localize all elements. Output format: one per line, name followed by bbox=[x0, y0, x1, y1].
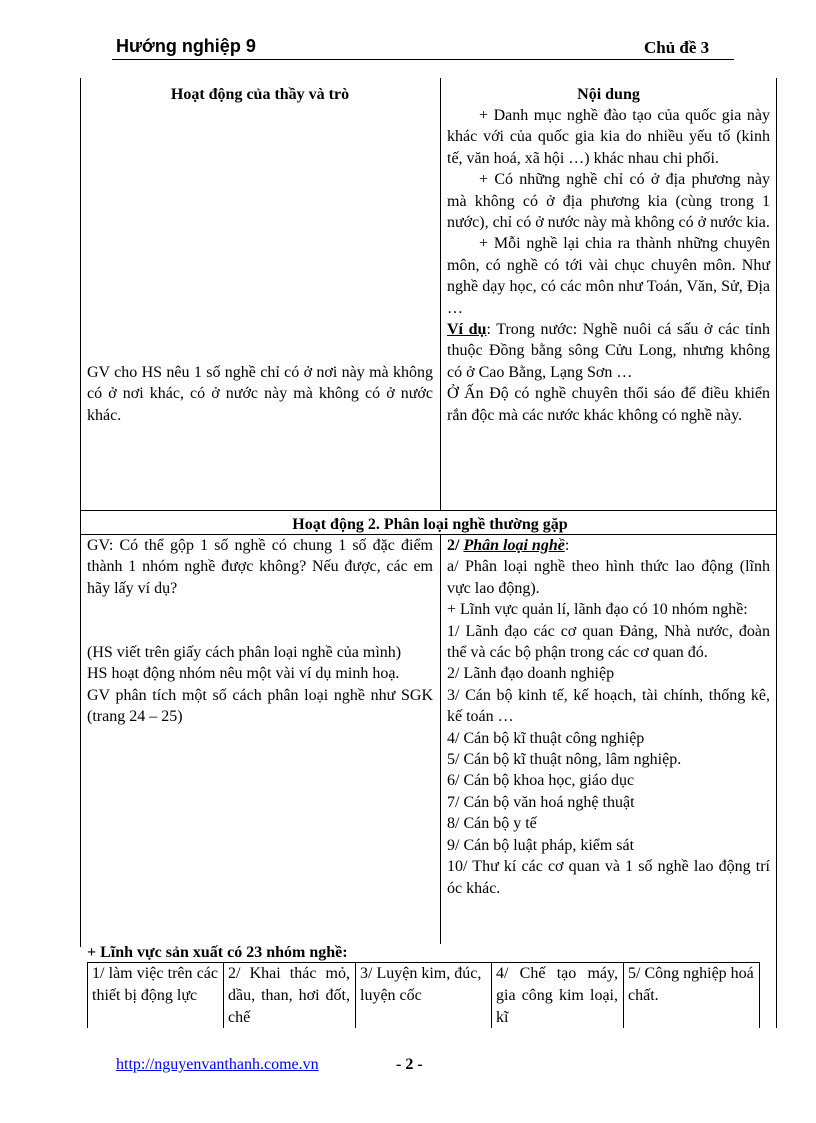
footer-link[interactable]: http://nguyenvanthanh.come.vn bbox=[116, 1056, 319, 1073]
production-cell: 1/ làm việc trên các thiết bị động lực bbox=[92, 965, 218, 1004]
list-item: 4/ Cán bộ kĩ thuật công nghiệp bbox=[447, 729, 645, 747]
activity-paragraph: HS hoạt động nhóm nêu một vài ví dụ minh hoạ. bbox=[87, 665, 400, 683]
production-cell: 4/ Chế tạo máy, gia công kim loại, kĩ bbox=[496, 965, 618, 1026]
page-number: - 2 - bbox=[396, 1056, 423, 1073]
section2-title: Hoạt động 2. Phân loại nghề thường gặp bbox=[292, 516, 568, 533]
management-line bbox=[447, 599, 770, 620]
col-right-header: Nội dung bbox=[577, 86, 640, 103]
header-title: Hướng nghiệp 9 bbox=[116, 36, 256, 56]
example-paragraph bbox=[447, 319, 770, 383]
production-table-border bbox=[759, 962, 760, 1028]
production-cell: 5/ Công nghiệp hoá chất. bbox=[628, 965, 754, 1004]
right-bottom-content bbox=[447, 535, 770, 899]
header-rule bbox=[112, 59, 734, 60]
table-right-border bbox=[776, 78, 777, 1028]
production-cell: 3/ Luyện kim, đúc, luyện cốc bbox=[360, 965, 482, 1004]
production-cell: 2/ Khai thác mỏ, dầu, than, hơi đốt, chế bbox=[228, 965, 350, 1026]
list-item: 8/ Cán bộ y tế bbox=[447, 815, 537, 833]
production-table-border bbox=[223, 962, 224, 1028]
classification-a: a/ Phân loại nghề theo hình thức lao động (lĩnh vực lao động). bbox=[447, 558, 770, 597]
list-item: 5/ Cán bộ kĩ thuật nông, lâm nghiệp. bbox=[447, 751, 682, 769]
col-left-header: Hoạt động của thầy và trò bbox=[170, 86, 350, 103]
table-mid-border-top bbox=[440, 78, 441, 510]
activity-paragraph: GV phân tích một số cách phân loại nghề như SGK (trang 24 – 25) bbox=[87, 686, 433, 726]
content-paragraph: + Danh mục nghề đào tạo của quốc gia này khác với của quốc gia kia do nhiều yếu tố (kinh tế, văn hoá, xã hội …) khác nhau chi phối. bbox=[447, 107, 770, 167]
list-item: 2/ Lãnh đạo doanh nghiệp bbox=[447, 665, 615, 683]
table-left-border bbox=[80, 78, 81, 947]
example-label: Ví dụ bbox=[447, 321, 487, 339]
list-item: 1/ Lãnh đạo các cơ quan Đảng, Nhà nước, đoàn thể và các bộ phận trong các cơ quan đó. bbox=[447, 622, 770, 662]
list-item: 10/ Thư kí các cơ quan và 1 số nghề lao động trí óc khác. bbox=[447, 858, 770, 897]
management-text: + Lĩnh vực quản lí, lãnh đạo có 10 nhóm nghề: bbox=[447, 601, 748, 619]
example-text: : Trong nước: Nghề nuôi cá sấu ở các tỉnh thuộc Đồng bằng sông Cửu Long, nhưng không có ở Cao Bằng, Lạng Sơn … bbox=[447, 321, 770, 381]
activity-paragraph: (HS viết trên giấy cách phân loại nghề của mình) bbox=[87, 644, 402, 661]
content-paragraph: + Mỗi nghề lại chia ra thành những chuyên môn, có nghề có tới vài chục chuyên môn. Như nghề dạy học, có các môn như Toán, Văn, Sử, Địa … bbox=[447, 235, 770, 317]
production-table-border bbox=[491, 962, 492, 1028]
header-topic: Chủ đề 3 bbox=[644, 38, 710, 57]
production-table-border bbox=[355, 962, 356, 1028]
production-table-border bbox=[623, 962, 624, 1028]
right-top-content bbox=[447, 105, 770, 426]
heading-number: 2/ bbox=[447, 537, 464, 554]
left-top-content: GV cho HS nêu 1 số nghề chỉ có ở nơi này mà không có ở nơi khác, có ở nước này mà không có ở nước khác. bbox=[87, 364, 433, 424]
left-bottom-q1: GV: Có thể gộp 1 số nghề có chung 1 số đặc điểm thành 1 nhóm nghề được không? Nếu được, các em hãy lấy ví dụ? bbox=[87, 537, 433, 597]
production-table-border bbox=[87, 962, 88, 1028]
classification-heading bbox=[447, 535, 770, 556]
production-table bbox=[87, 962, 760, 1028]
production-heading: + Lĩnh vực sản xuất có 23 nhóm nghề: bbox=[87, 944, 348, 961]
content-paragraph: Ở Ấn Độ có nghề chuyên thổi sáo để điều khiển rắn độc mà các nước khác không có nghề này. bbox=[447, 385, 770, 424]
list-item: 3/ Cán bộ kinh tế, kế hoạch, tài chính, thống kê, kế toán … bbox=[447, 686, 770, 726]
section-divider bbox=[80, 510, 776, 511]
list-item: 6/ Cán bộ khoa học, giáo dục bbox=[447, 772, 635, 790]
left-bottom-q2to4 bbox=[87, 642, 433, 728]
table-mid-border-bottom bbox=[440, 534, 441, 944]
list-item: 7/ Cán bộ văn hoá nghệ thuật bbox=[447, 793, 635, 811]
list-item: 9/ Cán bộ luật pháp, kiểm sát bbox=[447, 836, 635, 854]
content-paragraph: + Có những nghề chỉ có ở địa phương này mà không có ở địa phương kia (cùng trong 1 nước), chỉ có ở nước này mà không có ở nước kia. bbox=[447, 171, 770, 232]
heading-label: Phân loại nghề bbox=[463, 537, 565, 554]
heading-end: : bbox=[564, 537, 570, 554]
